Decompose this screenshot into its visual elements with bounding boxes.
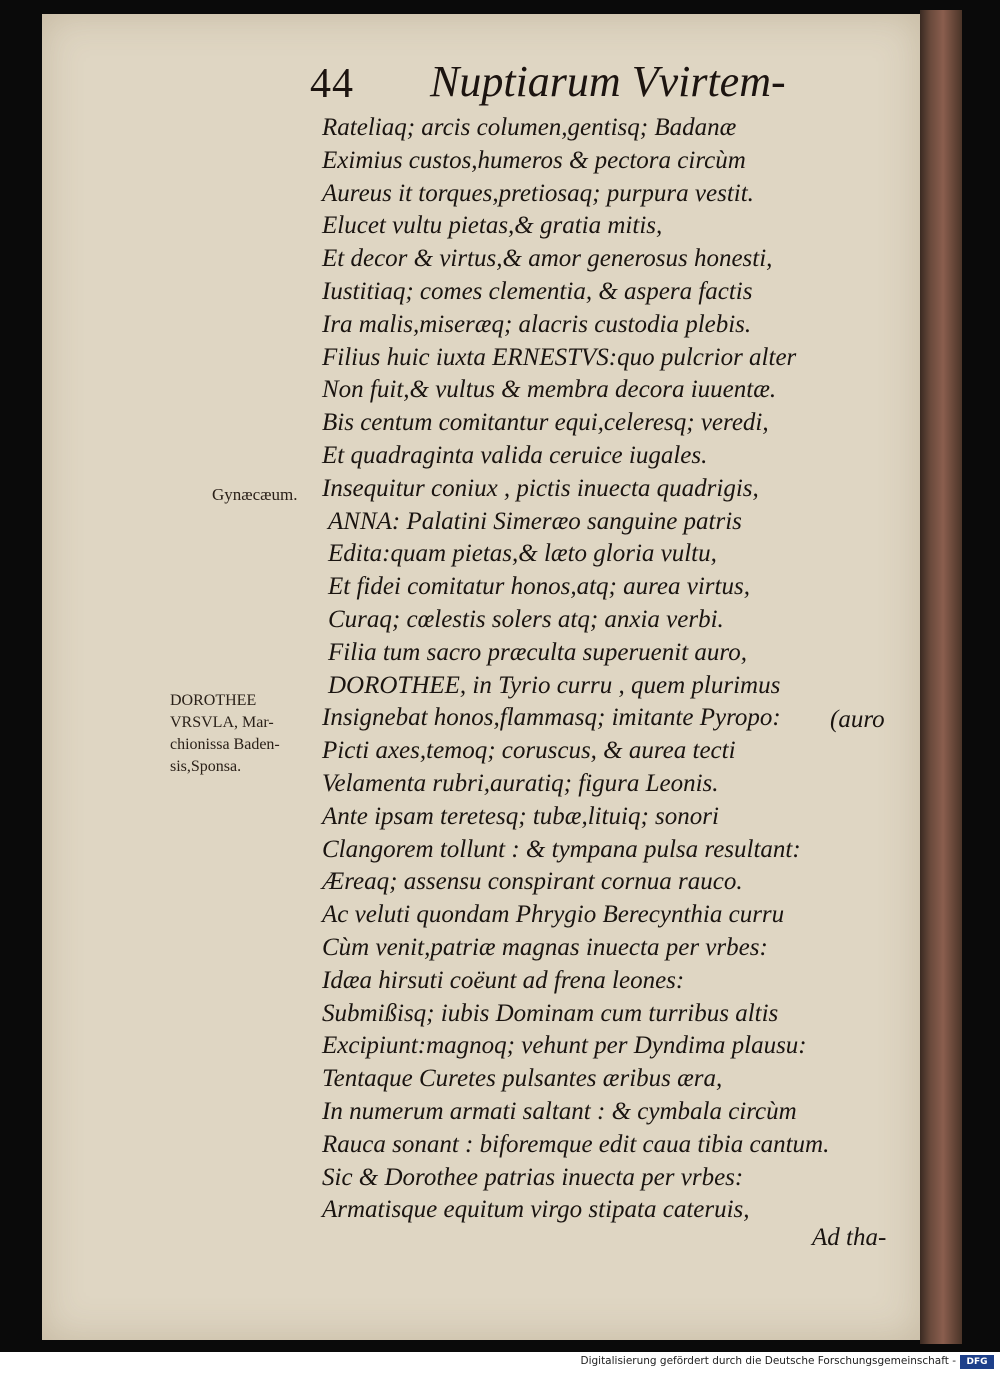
verse-text	[280, 112, 900, 1227]
verse-line: Edita:quam pietas,& læto gloria vultu,	[328, 540, 717, 568]
verse-line: ANNA: Palatini Simeræo sanguine patris	[328, 507, 742, 535]
verse-line: In numerum armati saltant : & cymbala circùm	[322, 1097, 797, 1125]
verse-line: Sic & Dorothee patrias inuecta per vrbes:	[322, 1163, 744, 1191]
verse-line: Submißisq; iubis Dominam cum turribus altis	[322, 999, 779, 1027]
verse-line: Eximius custos,humeros & pectora circùm	[322, 146, 746, 174]
book-spine-edge	[920, 10, 962, 1344]
margin-note-gynaeceum: Gynæcæum.	[212, 485, 298, 504]
digitization-footer	[0, 1352, 1000, 1373]
margin-note-line: chionissa Baden-	[170, 736, 280, 753]
verse-line: Bis centum comitantur equi,celeresq; veredi,	[322, 409, 769, 437]
verse-line: Ac veluti quondam Phrygio Berecynthia curru	[322, 901, 785, 929]
verse-line: DOROTHEE, in Tyrio curru , quem plurimus	[328, 671, 781, 699]
verse-line: Insignebat honos,flammasq; imitante Pyropo:	[322, 704, 781, 732]
margin-note-line: DOROTHEE	[170, 692, 257, 709]
verse-line: Cùm venit,patriæ magnas inuecta per vrbes:	[322, 933, 768, 961]
verse-line: Et fidei comitatur honos,atq; aurea virtus,	[328, 573, 750, 601]
verse-line: Iustitiaq; comes clementia, & aspera factis	[322, 277, 753, 305]
verse-line: Rateliaq; arcis columen,gentisq; Badanæ	[322, 114, 737, 141]
margin-note-dorothee	[170, 690, 320, 778]
catchword: Ad tha-	[812, 1224, 887, 1251]
margin-note-line: VRSVLA, Mar-	[170, 714, 274, 731]
verse-line: Æreaq; assensu conspirant cornua rauco.	[322, 868, 743, 896]
page-number: 44	[310, 61, 354, 107]
verse-line: Ira malis,miseræq; alacris custodia plebis.	[322, 310, 752, 338]
verse-line: Non fuit,& vultus & membra decora iuuentæ.	[322, 376, 777, 404]
turned-over-word: (auro	[830, 706, 885, 733]
verse-line: Aureus it torques,pretiosaq; purpura vestit.	[322, 179, 754, 207]
verse-line: Curaq; cœlestis solers atq; anxia verbi.	[328, 605, 724, 633]
funding-credit: Digitalisierung gefördert durch die Deutsche Forschungsgemeinschaft -	[580, 1355, 956, 1367]
verse-line: Rauca sonant : biforemque edit caua tibia cantum.	[322, 1130, 830, 1158]
verse-line: Filius huic iuxta ERNESTVS:quo pulcrior alter	[322, 343, 797, 371]
margin-note-line: sis,Sponsa.	[170, 758, 242, 775]
verse-line: Idæa hirsuti coëunt ad frena leones:	[322, 966, 685, 994]
verse-line: Clangorem tollunt : & tympana pulsa resultant:	[322, 835, 801, 863]
page-header	[270, 52, 830, 112]
verse-line: Insequitur coniux , pictis inuecta quadrigis,	[322, 474, 759, 502]
verse-line: Et decor & virtus,& amor generosus honesti,	[322, 245, 773, 273]
verse-line: Et quadraginta valida ceruice iugales.	[322, 441, 708, 469]
verse-line: Filia tum sacro præculta superuenit auro,	[328, 638, 747, 666]
verse-line: Elucet vultu pietas,& gratia mitis,	[322, 212, 663, 240]
verse-line: Armatisque equitum virgo stipata cateruis,	[322, 1196, 750, 1224]
verse-line: Velamenta rubri,auratiq; figura Leonis.	[322, 769, 719, 797]
verse-line: Ante ipsam teretesq; tubæ,lituiq; sonori	[322, 802, 719, 830]
dfg-logo: DFG	[960, 1355, 994, 1369]
running-title: Nuptiarum Vvirtem-	[430, 57, 786, 106]
verse-line: Picti axes,temoq; coruscus, & aurea tecti	[322, 737, 736, 765]
verse-line: Tentaque Curetes pulsantes æribus æra,	[322, 1065, 723, 1093]
verse-line: Excipiunt:magnoq; vehunt per Dyndima plausu:	[322, 1032, 807, 1060]
